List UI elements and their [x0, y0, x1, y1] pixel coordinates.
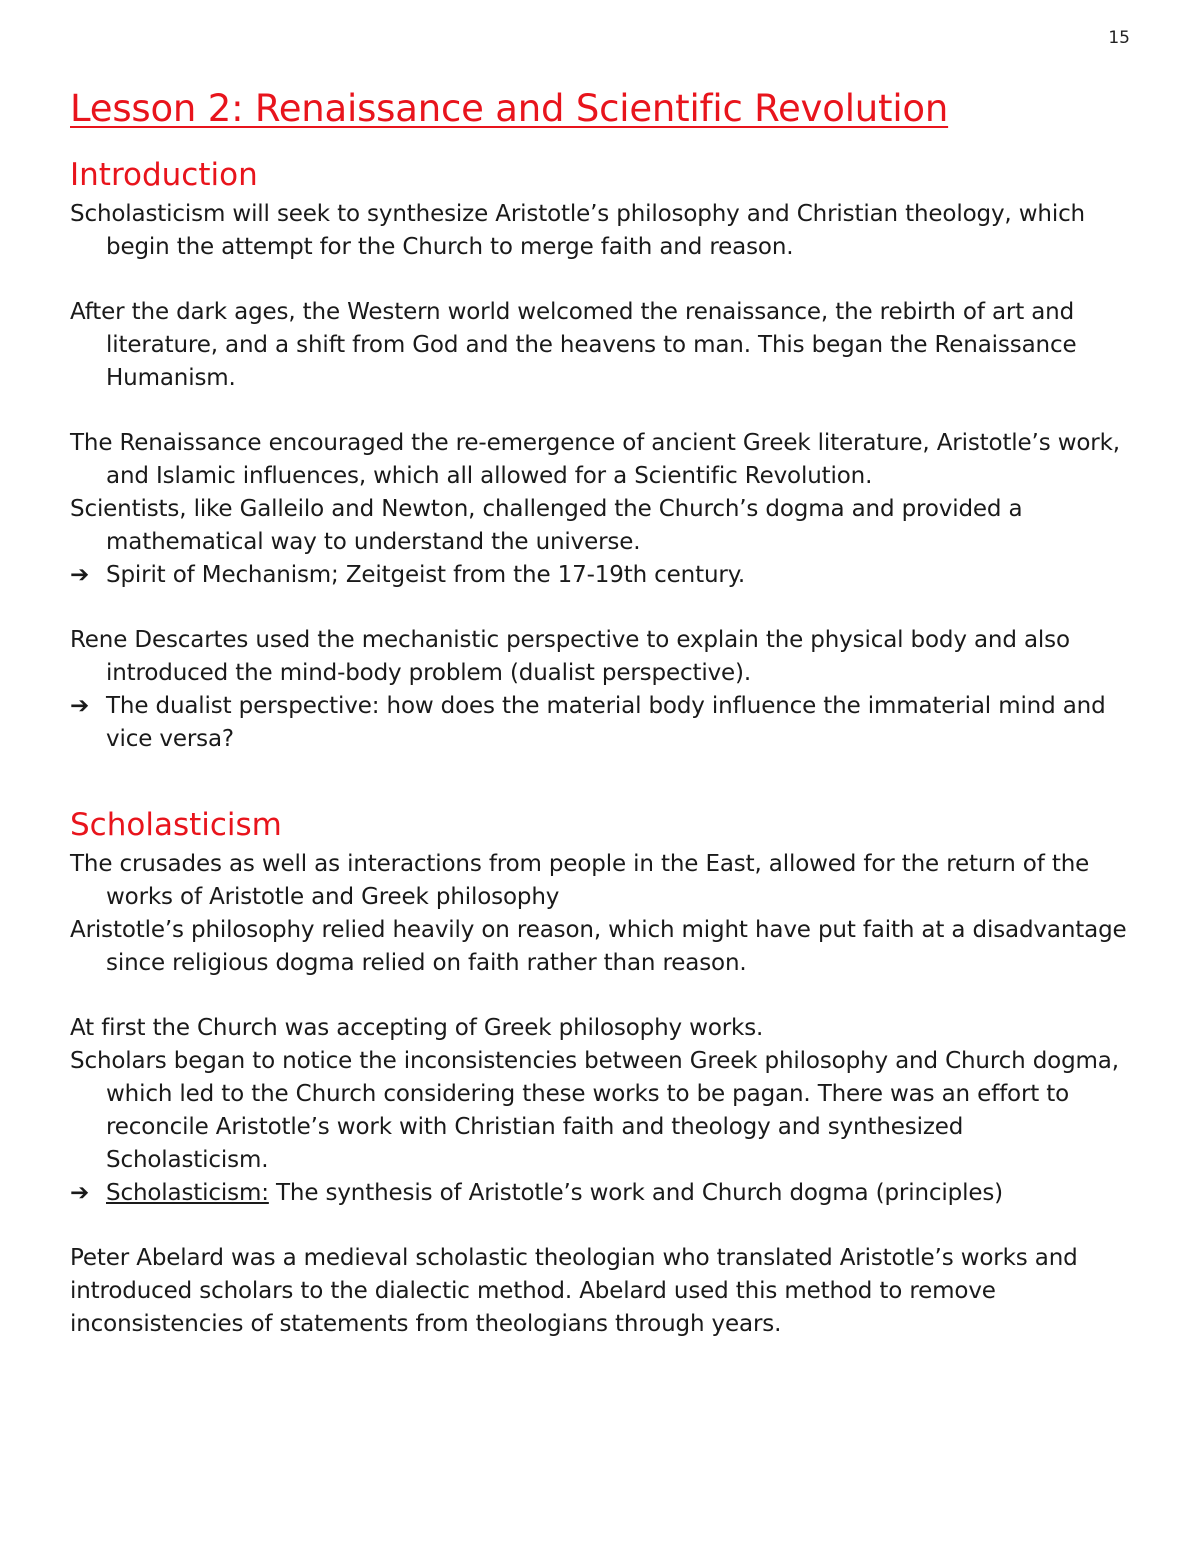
arrow-icon: ➔ [70, 693, 90, 719]
page-title: Lesson 2: Renaissance and Scientific Revolution [70, 87, 949, 130]
paragraph: Aristotle’s philosophy relied heavily on reason, which might have put faith at a disadvantage since religious dogma relied on faith rather than reason. [70, 917, 1127, 976]
page-number: 15 [1108, 28, 1130, 48]
arrow-bullet [70, 1177, 1130, 1210]
arrow-icon: ➔ [70, 1180, 90, 1206]
arrow-bullet [70, 559, 1130, 592]
term-scholasticism: Scholasticism: [106, 1180, 269, 1206]
paragraph: Rene Descartes used the mechanistic perspective to explain the physical body and also introduced the mind-body problem (dualist perspective). [70, 627, 1070, 686]
paragraph: After the dark ages, the Western world welcomed the renaissance, the rebirth of art and literature, and a shift from God and the heavens to man. This began the Renaissance Humanism. [70, 299, 1077, 391]
arrow-bullet [70, 690, 1130, 756]
section-heading-introduction: Introduction [70, 157, 258, 193]
bullet-text: Spirit of Mechanism; Zeitgeist from the 17-19th century. [106, 562, 746, 588]
bullet-text: The dualist perspective: how does the material body influence the immaterial mind and vice versa? [106, 693, 1106, 752]
arrow-icon: ➔ [70, 562, 90, 588]
paragraph: Scholars began to notice the inconsistencies between Greek philosophy and Church dogma, which led to the Church considering these works to be pagan. There was an effort to reconcile Aristotle’s work with Christian faith and theology and synthesized Scholasticism. [70, 1048, 1119, 1173]
paragraph: The crusades as well as interactions from people in the East, allowed for the return of the works of Aristotle and Greek philosophy [70, 851, 1090, 910]
paragraph: At first the Church was accepting of Greek philosophy works. [70, 1015, 764, 1041]
paragraph: Scholasticism will seek to synthesize Aristotle’s philosophy and Christian theology, which begin the attempt for the Church to merge faith and reason. [70, 201, 1085, 260]
document-body [70, 84, 1130, 1341]
bullet-text: The synthesis of Aristotle’s work and Church dogma (principles) [268, 1180, 1003, 1206]
paragraph: Peter Abelard was a medieval scholastic theologian who translated Aristotle’s works and introduced scholars to the dialectic method. Abelard used this method to remove inconsistencies of statements from theologians through years. [70, 1245, 1078, 1337]
paragraph: Scientists, like Galleilo and Newton, challenged the Church’s dogma and provided a mathematical way to understand the universe. [70, 496, 1023, 555]
paragraph: The Renaissance encouraged the re-emergence of ancient Greek literature, Aristotle’s work, and Islamic influences, which all allowed for a Scientific Revolution. [70, 430, 1120, 489]
section-heading-scholasticism: Scholasticism [70, 807, 282, 843]
